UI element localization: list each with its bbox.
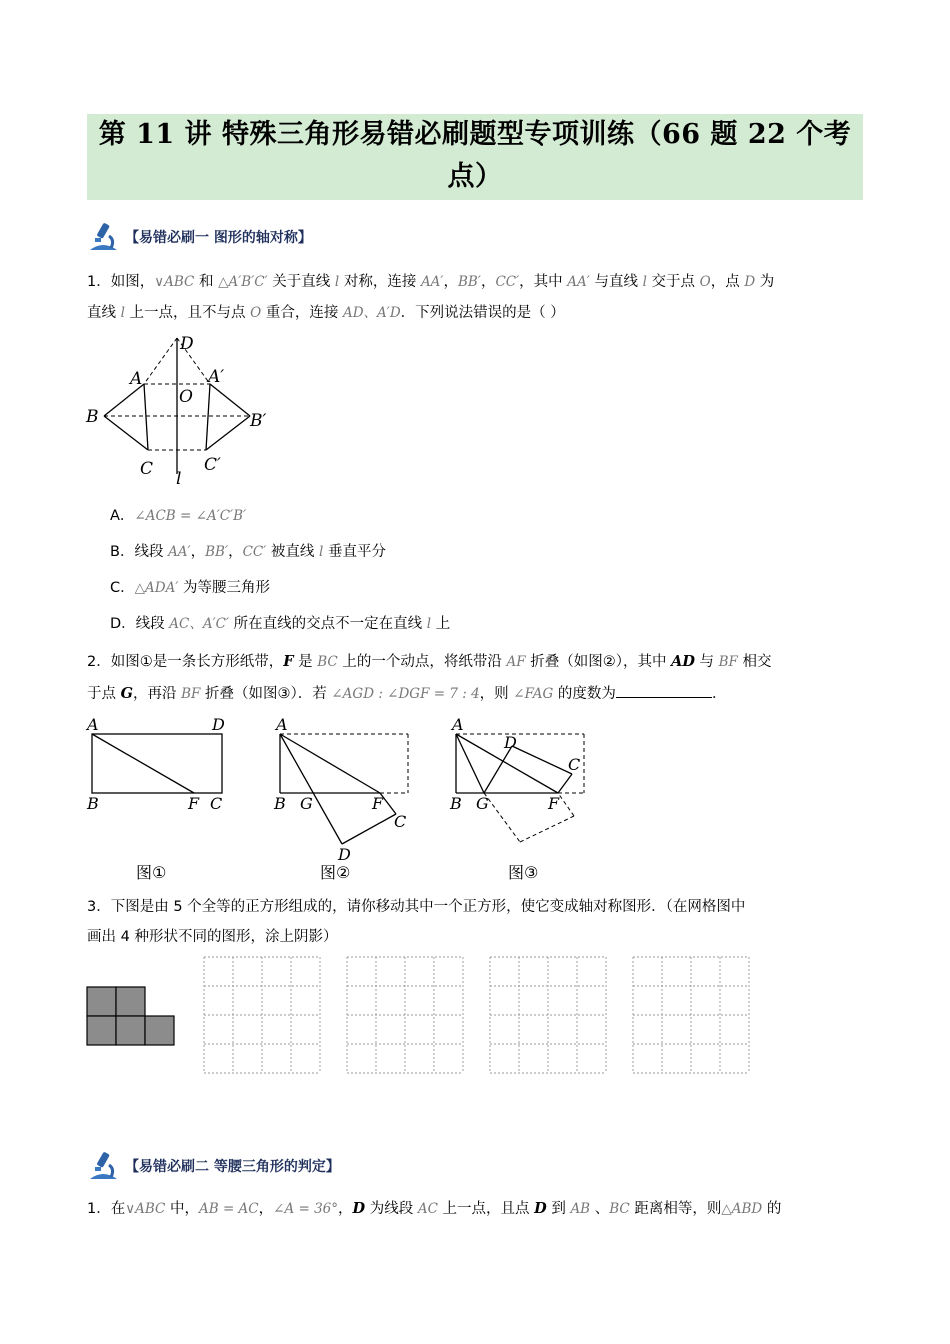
q2-line-2: 于点 G，再沿 BF 折叠（如图③）．若 ∠AGD : ∠DGF = 7 : 4，则 ∠FAG 的度数为 ． (87, 685, 727, 702)
label-O: O (179, 387, 193, 407)
svg-text:G: G (476, 794, 489, 813)
svg-text:A: A (87, 715, 99, 734)
title-line-2: 点） (447, 161, 503, 192)
q1-option-d: D．线段 AC、A′C′ 所在直线的交点不一定在直线 l 上 (110, 616, 451, 632)
svg-text:F: F (548, 794, 560, 813)
section-header-2 (87, 1151, 340, 1181)
q1-option-b: B．线段 AA′，BB′，CC′ 被直线 l 垂直平分 (110, 544, 386, 560)
svg-text:C: C (210, 794, 223, 813)
answer-grid-3[interactable] (490, 957, 606, 1073)
q1-option-a: A．∠ACB = ∠A′C′B′ (110, 508, 247, 524)
microscope-icon (87, 222, 121, 252)
svg-text:B: B (450, 794, 462, 813)
microscope-icon (87, 1151, 121, 1181)
question-number: 3． (87, 899, 111, 915)
answer-grid-1[interactable] (204, 957, 320, 1073)
q1-figure (84, 334, 284, 486)
q1-option-c: C．△ADA′ 为等腰三角形 (110, 580, 271, 596)
svg-text:D: D (504, 733, 517, 752)
s2-q1-line-1: 1．在∨ABC 中，AB = AC，∠A = 36°，D 为线段 AC 上一点，且点 D 到 AB 、BC 距离相等，则△ABD 的 (87, 1200, 782, 1217)
svg-text:D: D (212, 715, 225, 734)
title-line-1: 第 11 讲 特殊三角形易错必刷题型专项训练（66 题 22 个考 (98, 119, 852, 150)
q3-grids (84, 954, 756, 1076)
answer-blank[interactable] (616, 683, 712, 698)
q3-line-2: 画出 4 种形状不同的图形，涂上阴影） (87, 929, 338, 945)
section-header-1 (87, 222, 312, 252)
label-A-prime: A′ (208, 367, 225, 387)
five-square-shape (87, 987, 174, 1045)
svg-text:A: A (452, 715, 464, 734)
question-number: 1． (87, 1201, 111, 1217)
label-A: A (130, 369, 143, 389)
label-B-prime: B′ (250, 411, 267, 431)
caption-fig-2: 图② (320, 863, 351, 882)
answer-grid-4[interactable] (633, 957, 749, 1073)
svg-text:B: B (87, 794, 99, 813)
svg-text:C: C (568, 755, 581, 774)
svg-text:B: B (274, 794, 286, 813)
q1-line-2: 直线 l 上一点，且不与点 O 重合，连接 AD、A′D．下列说法错误的是（ ） (87, 305, 565, 321)
question-number: 2． (87, 654, 111, 670)
svg-text:F: F (188, 794, 200, 813)
caption-fig-3: 图③ (508, 863, 539, 882)
answer-grid-2[interactable] (347, 957, 463, 1073)
figure-2 (273, 715, 408, 864)
label-l: l (176, 469, 182, 486)
svg-text:A: A (276, 715, 288, 734)
figure-1 (85, 715, 225, 813)
section-label: 【易错必刷二 等腰三角形的判定】 (125, 1159, 340, 1175)
label-C-prime: C′ (204, 455, 221, 475)
section-label: 【易错必刷一 图形的轴对称】 (125, 230, 312, 246)
svg-text:F: F (372, 794, 384, 813)
title-banner (87, 114, 863, 200)
q3-line-1: 3．下图是由 5 个全等的正方形组成的，请你移动其中一个正方形，使它变成轴对称图形．（在网格图中 (87, 899, 746, 915)
svg-text:D: D (338, 845, 351, 864)
label-C: C (140, 459, 154, 479)
figure-3 (449, 715, 584, 842)
label-D: D (180, 334, 194, 354)
svg-text:G: G (300, 794, 313, 813)
q2-line-1: 2．如图①是一条长方形纸带，F 是 BC 上的一个动点，将纸带沿 AF 折叠（如图②），其中 AD 与 BF 相交 (87, 653, 772, 670)
q2-figures (84, 712, 604, 888)
caption-fig-1: 图① (136, 863, 167, 882)
label-B: B (86, 407, 99, 427)
question-number: 1． (87, 274, 111, 290)
svg-text:C: C (394, 812, 407, 831)
q1-line-1: 1．如图，∨ABC 和 △A′B′C′ 关于直线 l 对称，连接 AA′，BB′，CC′，其中 AA′ 与直线 l 交于点 O，点 D 为 (87, 274, 775, 290)
